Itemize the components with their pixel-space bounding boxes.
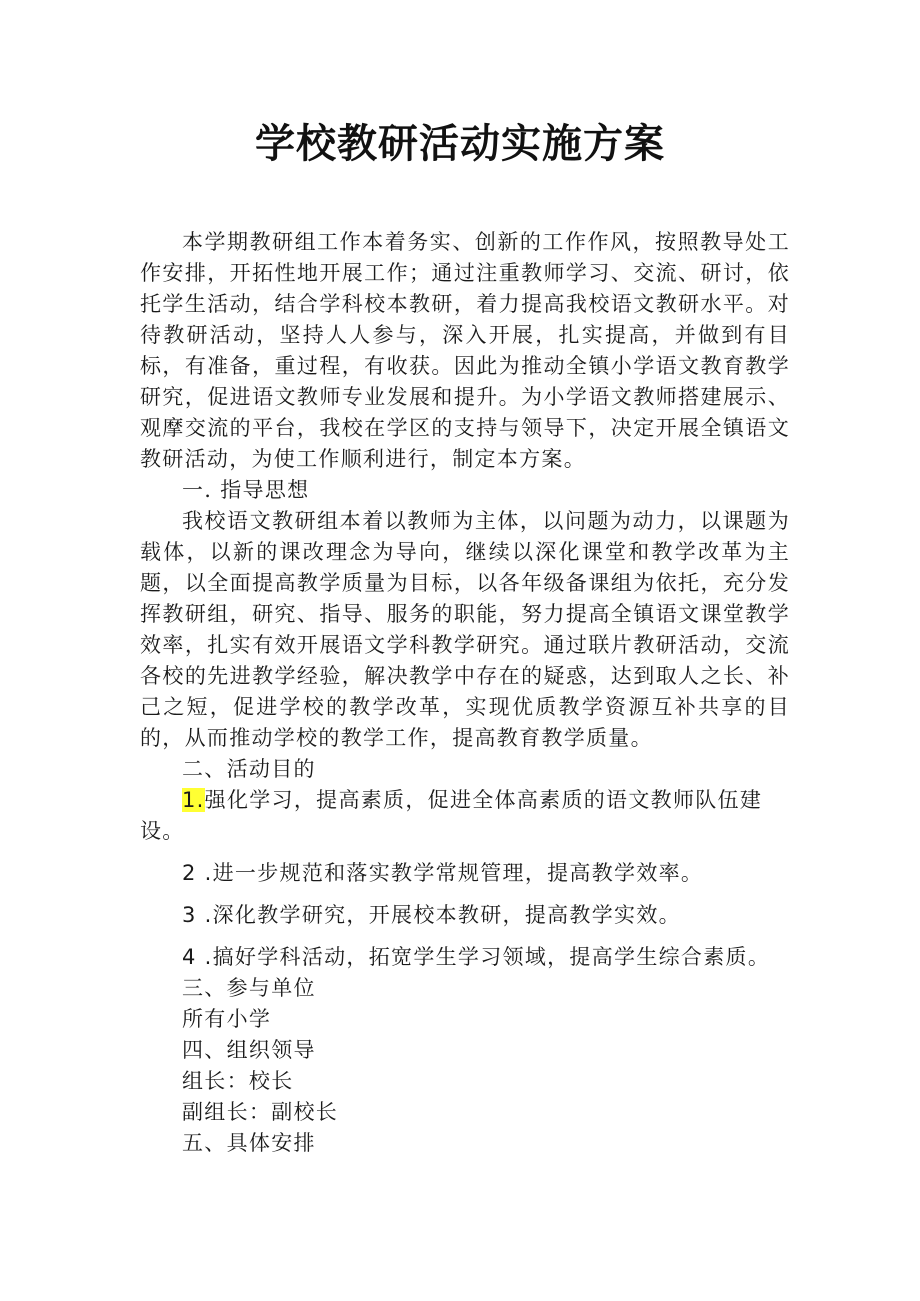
goal-item-1 (140, 785, 790, 847)
goal-item-3 (140, 900, 790, 931)
goal-item-4 (140, 942, 790, 973)
section-heading-guiding-ideology: 一. 指导思想 (182, 478, 310, 502)
section-heading-arrangement: 五、具体安排 (182, 1131, 316, 1155)
guiding-ideology-paragraph: 我校语文教研组本着以教师为主体，以问题为动力，以课题为载体，以新的课改理念为导向，继续以深化课堂和教学改革为主题，以全面提高教学质量为目标，以各年级备课组为依托，充分发挥教研组，研究、指导、服务的职能，努力提高全镇语文课堂教学效率，扎实有效开展语文学科教学研究。通过联片教研活动，交流各校的先进教学经验，解决教学中存在的疑惑，达到取人之长、补己之短，促进学校的教学改革，实现优质教学资源互补共享的目的，从而推动学校的教学工作，提高教育教学质量。 (140, 509, 790, 750)
participants-text: 所有小学 (182, 1007, 272, 1031)
goal-text: 强化学习，提高素质，促进全体高素质的语文教师队伍建设。 (140, 788, 763, 843)
section-heading-organization: 四、组织领导 (182, 1038, 316, 1062)
goal-text: 进一步规范和落实教学常规管理，提高教学效率。 (212, 861, 704, 885)
goal-number: 3 . (182, 903, 213, 927)
goal-number-highlighted: 1. (182, 788, 205, 812)
goal-number: 2 . (182, 861, 213, 885)
section-heading-participants: 三、参与单位 (182, 976, 316, 1000)
goal-text: 搞好学科活动，拓宽学生学习领域，提高学生综合素质。 (212, 945, 771, 969)
page-title: 学校教研活动实施方案 (255, 120, 665, 167)
goal-text: 深化教学研究，开展校本教研，提高教学实效。 (212, 903, 681, 927)
deputy-leader-text: 副组长：副校长 (182, 1100, 339, 1124)
goal-number: 4 . (182, 945, 213, 969)
group-leader-text: 组长：校长 (182, 1069, 294, 1093)
section-heading-activity-purpose: 二、活动目的 (182, 757, 316, 781)
intro-paragraph: 本学期教研组工作本着务实、创新的工作作风，按照教导处工作安排，开拓性地开展工作；通过注重教师学习、交流、研讨，依托学生活动，结合学科校本教研，着力提高我校语文教研水平。对待教研活动，坚持人人参与，深入开展，扎实提高，并做到有目标，有准备，重过程，有收获。因此为推动全镇小学语文教育教学研究，促进语文教师专业发展和提升。为小学语文教师搭建展示、观摩交流的平台，我校在学区的支持与领导下，决定开展全镇语文教研活动，为使工作顺利进行，制定本方案。 (140, 230, 790, 471)
document-body (140, 227, 790, 1159)
goal-item-2 (140, 858, 790, 889)
